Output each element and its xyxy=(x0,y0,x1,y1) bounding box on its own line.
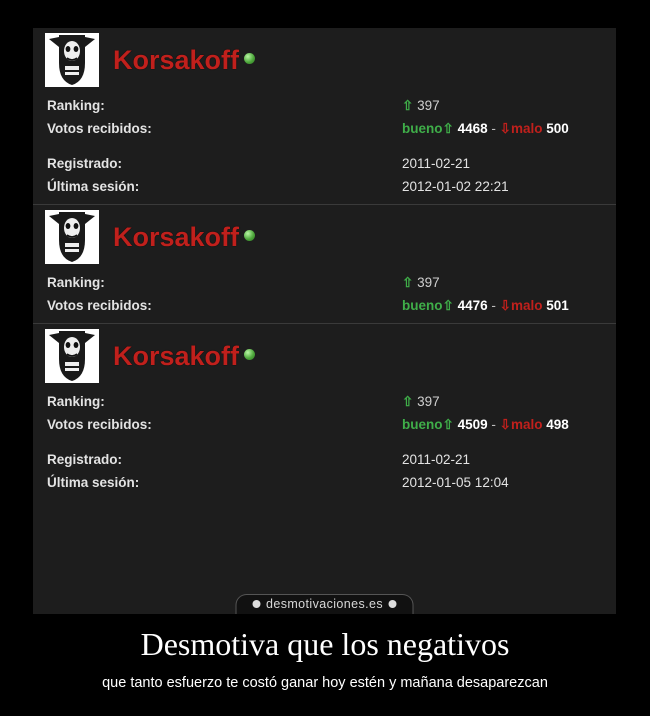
good-votes-label: bueno xyxy=(402,121,443,136)
rank-up-icon: ⇧ xyxy=(402,394,414,409)
stat-row-last-session xyxy=(33,175,616,198)
profile-block-1 xyxy=(33,28,616,204)
bad-votes-arrow-icon: ⇩ xyxy=(499,417,511,432)
user-header-3 xyxy=(33,324,616,386)
profile-stats-1 xyxy=(33,90,616,204)
last-session-label: Última sesión: xyxy=(47,475,140,490)
user-header-1 xyxy=(33,28,616,90)
avatar[interactable] xyxy=(45,33,99,87)
last-session-value: 2012-01-02 22:21 xyxy=(402,179,509,194)
watermark-dot-left-icon xyxy=(252,600,260,608)
profile-block-3 xyxy=(33,323,616,500)
votes-separator: - xyxy=(491,417,496,432)
votes-label: Votos recibidos: xyxy=(47,121,152,136)
bad-votes-arrow-icon: ⇩ xyxy=(499,298,511,313)
rank-up-icon: ⇧ xyxy=(402,275,414,290)
user-header-2 xyxy=(33,205,616,267)
stat-row-ranking xyxy=(33,271,616,294)
bad-votes-label: malo xyxy=(510,298,543,313)
avatar-image xyxy=(45,329,99,383)
last-session-value: 2012-01-05 12:04 xyxy=(402,475,509,490)
stat-row-registered xyxy=(33,152,616,175)
ranking-number: 397 xyxy=(417,98,440,113)
avatar-image xyxy=(45,33,99,87)
stat-row-ranking xyxy=(33,390,616,413)
poster-title: Desmotiva que los negativos xyxy=(140,626,510,662)
bad-votes-count: 498 xyxy=(546,417,569,432)
registered-label: Registrado: xyxy=(47,452,123,467)
votes-separator: - xyxy=(491,121,496,136)
avatar[interactable] xyxy=(45,329,99,383)
votes-value xyxy=(402,413,569,436)
ranking-number: 397 xyxy=(417,394,440,409)
stats-spacer xyxy=(33,140,616,152)
username-text: Korsakoff xyxy=(113,221,240,252)
profile-block-2 xyxy=(33,204,616,323)
registered-label: Registrado: xyxy=(47,156,123,171)
online-status-icon xyxy=(244,349,255,360)
last-session-label: Última sesión: xyxy=(47,179,140,194)
stat-row-registered xyxy=(33,448,616,471)
votes-label: Votos recibidos: xyxy=(47,417,152,432)
ranking-label: Ranking: xyxy=(47,394,105,409)
poster-subtitle: que tanto esfuerzo te costó ganar hoy estén y mañana desaparezcan xyxy=(102,675,548,691)
avatar-image xyxy=(45,210,99,264)
online-status-icon xyxy=(244,53,255,64)
good-votes-count: 4509 xyxy=(457,417,488,432)
good-votes-arrow-icon: ⇧ xyxy=(442,298,454,313)
votes-label: Votos recibidos: xyxy=(47,298,152,313)
stat-row-votes xyxy=(33,117,616,140)
registered-value: 2011-02-21 xyxy=(402,156,471,171)
ranking-value xyxy=(402,94,440,117)
stat-row-votes xyxy=(33,294,616,317)
good-votes-count: 4476 xyxy=(457,298,488,313)
good-votes-label: bueno xyxy=(402,417,443,432)
username-text: Korsakoff xyxy=(113,340,240,371)
good-votes-count: 4468 xyxy=(457,121,488,136)
stat-row-last-session xyxy=(33,471,616,494)
username-link[interactable] xyxy=(113,222,255,253)
good-votes-arrow-icon: ⇧ xyxy=(442,417,454,432)
rank-up-icon: ⇧ xyxy=(402,98,414,113)
profile-stats-3 xyxy=(33,386,616,500)
good-votes-arrow-icon: ⇧ xyxy=(442,121,454,136)
ranking-label: Ranking: xyxy=(47,98,105,113)
bad-votes-arrow-icon: ⇩ xyxy=(499,121,511,136)
online-status-icon xyxy=(244,230,255,241)
ranking-value xyxy=(402,271,440,294)
ranking-number: 397 xyxy=(417,275,440,290)
votes-value xyxy=(402,294,569,317)
profile-screenshot xyxy=(33,28,616,614)
bad-votes-label: malo xyxy=(510,417,543,432)
watermark-text: desmotivaciones.es xyxy=(266,597,383,611)
bad-votes-label: malo xyxy=(510,121,543,136)
ranking-label: Ranking: xyxy=(47,275,105,290)
watermark-dot-right-icon xyxy=(389,600,397,608)
site-watermark xyxy=(235,594,414,614)
username-link[interactable] xyxy=(113,45,255,76)
bad-votes-count: 501 xyxy=(546,298,569,313)
stat-row-votes xyxy=(33,413,616,436)
good-votes-label: bueno xyxy=(402,298,443,313)
username-link[interactable] xyxy=(113,341,255,372)
username-text: Korsakoff xyxy=(113,44,240,75)
ranking-value xyxy=(402,390,440,413)
stats-spacer xyxy=(33,436,616,448)
votes-separator: - xyxy=(491,298,496,313)
votes-value xyxy=(402,117,569,140)
stat-row-ranking xyxy=(33,94,616,117)
avatar[interactable] xyxy=(45,210,99,264)
bad-votes-count: 500 xyxy=(546,121,569,136)
profile-stats-2 xyxy=(33,267,616,323)
registered-value: 2011-02-21 xyxy=(402,452,471,467)
